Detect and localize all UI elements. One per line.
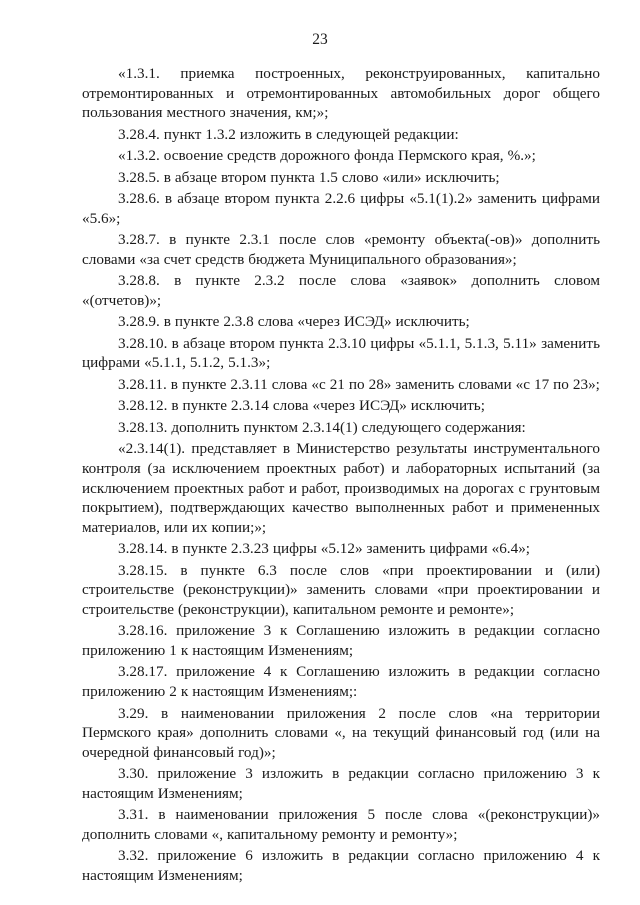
paragraph-3-31: 3.31. в наименовании приложения 5 после слова «(реконструкции)» дополнить словами «, капитальному ремонту и ремонту»; xyxy=(82,806,600,843)
paragraph-3-28-8: 3.28.8. в пункте 2.3.2 после слова «заявок» дополнить словом «(отчетов)»; xyxy=(82,272,600,309)
paragraph-3-28-11: 3.28.11. в пункте 2.3.11 слова «с 21 по 28» заменить словами «с 17 по 23»; xyxy=(118,375,600,393)
paragraph-3-28-13: 3.28.13. дополнить пунктом 2.3.14(1) следующего содержания: xyxy=(118,418,526,436)
document-body xyxy=(82,64,600,887)
paragraph-3-28-9: 3.28.9. в пункте 2.3.8 слова «через ИСЭД» исключить; xyxy=(118,313,470,331)
paragraph-3-30: 3.30. приложение 3 изложить в редакции согласно приложению 3 к настоящим Изменениям; xyxy=(82,765,600,802)
paragraph-3-28-15: 3.28.15. в пункте 6.3 после слов «при проектировании и (или) строительстве (реконструкции)» заменить словами «при проектировании и строительстве (реконструкции), капитальном ремонте и ремонте»; xyxy=(82,561,600,618)
paragraph-3-28-12: 3.28.12. в пункте 2.3.14 слова «через ИСЭД» исключить; xyxy=(118,397,485,415)
paragraph-3-28-4: 3.28.4. пункт 1.3.2 изложить в следующей редакции: xyxy=(118,125,459,143)
paragraph-3-28-16: 3.28.16. приложение 3 к Соглашению изложить в редакции согласно приложению 1 к настоящим Изменениям; xyxy=(82,622,600,659)
paragraph-3-28-14: 3.28.14. в пункте 2.3.23 цифры «5.12» заменить цифрами «6.4»; xyxy=(118,540,531,558)
paragraph-3-28-5: 3.28.5. в абзаце втором пункта 1.5 слово «или» исключить; xyxy=(118,168,500,186)
paragraph-3-29: 3.29. в наименовании приложения 2 после слов «на территории Пермского края» дополнить словами «, на текущий финансовый год (или на очередной финансовый год)»; xyxy=(82,704,600,761)
paragraph-2-3-14-1: «2.3.14(1). представляет в Министерство результаты инструментального контроля (за исключением проектных работ) и лабораторных испытаний (за исключением проектных работ и работ, производимых на дорогах с грунтовым покрытием), подтверждающих качество выполненных работ и примененных материалов, или их копии;»; xyxy=(82,440,600,536)
page-number: 23 xyxy=(312,31,328,48)
paragraph-3-28-7: 3.28.7. в пункте 2.3.1 после слов «ремонту объекта(-ов)» дополнить словами «за счет средств бюджета Муниципального образования»; xyxy=(82,231,600,268)
paragraph-1-3-1: «1.3.1. приемка построенных, реконструированных, капитально отремонтированных и отремонтированных автомобильных дорог общего пользования местного значения, км;»; xyxy=(82,65,600,122)
paragraph-3-32: 3.32. приложение 6 изложить в редакции согласно приложению 4 к настоящим Изменениям; xyxy=(82,847,600,884)
paragraph-3-28-6: 3.28.6. в абзаце втором пункта 2.2.6 цифры «5.1(1).2» заменить цифрами «5.6»; xyxy=(82,190,600,227)
paragraph-3-28-10: 3.28.10. в абзаце втором пункта 2.3.10 цифры «5.1.1, 5.1.3, 5.11» заменить цифрами «5.1.1, 5.1.2, 5.1.3»; xyxy=(82,334,600,372)
paragraph-1-3-2: «1.3.2. освоение средств дорожного фонда Пермского края, %.»; xyxy=(118,147,536,165)
paragraph-3-28-17: 3.28.17. приложение 4 к Соглашению изложить в редакции согласно приложению 2 к настоящим Изменениям;: xyxy=(82,663,600,701)
